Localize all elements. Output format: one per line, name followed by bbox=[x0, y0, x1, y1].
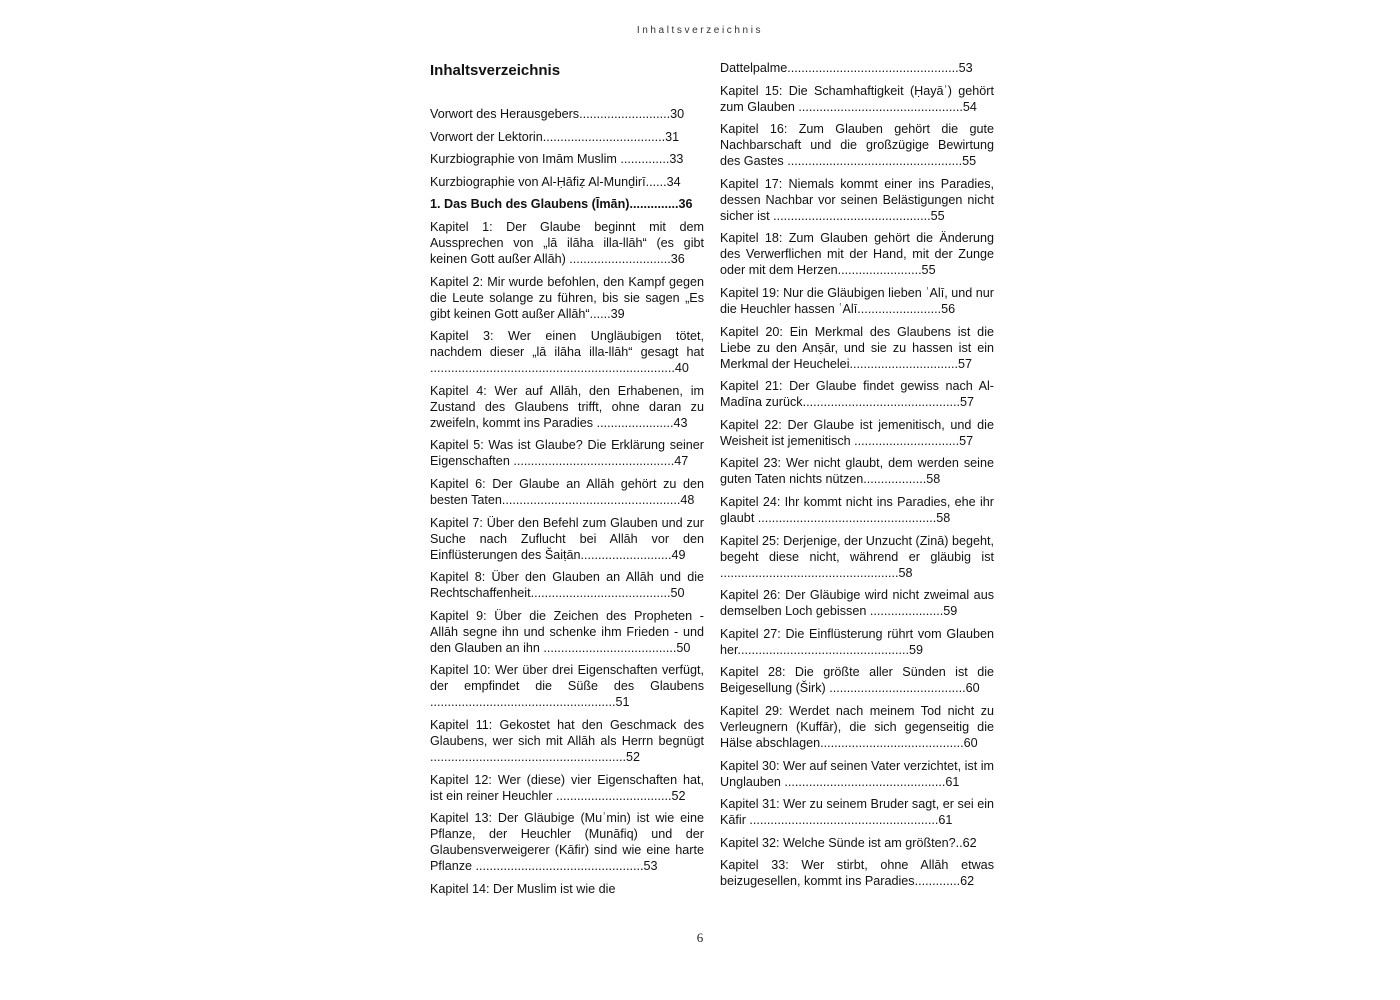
toc-entry: Kapitel 8: Über den Glauben an Allāh und die Rechtschaffenheit........................................50 bbox=[430, 570, 704, 601]
toc-entry: Kapitel 30: Wer auf seinen Vater verzichtet, ist im Unglauben ..............................................61 bbox=[720, 758, 994, 789]
toc-entry: Kapitel 9: Über die Zeichen des Propheten - Allāh segne ihn und schenke ihm Frieden - und den Glauben an ihn ......................................50 bbox=[430, 608, 704, 655]
toc-entry: Kapitel 32: Welche Sünde ist am größten?..62 bbox=[720, 835, 977, 850]
toc-entry: Kapitel 18: Zum Glauben gehört die Änderung des Verwerflichen mit der Hand, mit der Zunge oder mit dem Herzen........................55 bbox=[720, 231, 994, 278]
toc-entry: Kapitel 3: Wer einen Ungläubigen tötet, nachdem dieser „lā ilāha illa-llāh“ gesagt hat ......................................................................40 bbox=[430, 329, 704, 376]
toc-entry: Kurzbiographie von Al-Ḥāfiẓ Al-Munḏirī......34 bbox=[430, 174, 681, 189]
toc-entry: Kapitel 24: Ihr kommt nicht ins Paradies, ehe ihr glaubt ...................................................58 bbox=[720, 494, 994, 525]
toc-entry: Kurzbiographie von Imām Muslim ..............33 bbox=[430, 152, 684, 167]
toc-left-entries bbox=[430, 106, 704, 897]
toc-entry: Kapitel 11: Gekostet hat den Geschmack des Glaubens, wer sich mit Allāh als Herrn begnügt ........................................................52 bbox=[430, 717, 704, 764]
toc-entry: Kapitel 5: Was ist Glaube? Die Erklärung seiner Eigenschaften ..............................................47 bbox=[430, 438, 704, 469]
toc-entry: Kapitel 10: Wer über drei Eigenschaften verfügt, der empfindet die Süße des Glaubens .....................................................51 bbox=[430, 663, 704, 710]
toc-entry: Kapitel 2: Mir wurde befohlen, den Kampf gegen die Leute solange zu führen, bis sie sagen „Es gibt keinen Gott außer Allāh“......39 bbox=[430, 274, 704, 321]
toc-entry: Kapitel 26: Der Gläubige wird nicht zweimal aus demselben Loch gebissen .....................59 bbox=[720, 588, 994, 619]
toc-entry: Kapitel 33: Wer stirbt, ohne Allāh etwas beizugesellen, kommt ins Paradies.............62 bbox=[720, 858, 994, 889]
running-head: Inhaltsverzeichnis bbox=[636, 25, 764, 36]
toc-entry: Kapitel 6: Der Glaube an Allāh gehört zu den besten Taten...................................................48 bbox=[430, 476, 704, 507]
toc-entry: Kapitel 4: Wer auf Allāh, den Erhabenen, im Zustand des Glaubens trifft, ohne daran zu zweifeln, kommt ins Paradies ......................43 bbox=[430, 383, 704, 430]
page-number: 6 bbox=[696, 930, 704, 945]
toc-entry: Kapitel 25: Derjenige, der Unzucht (Zinā) begeht, begeht diese nicht, während er gläubig ist ...................................................58 bbox=[720, 533, 994, 580]
toc-entry: Kapitel 19: Nur die Gläubigen lieben ʿAlī, und nur die Heuchler hassen ʿAlī........................56 bbox=[720, 285, 994, 316]
toc-entry: Kapitel 15: Die Schamhaftigkeit (Ḥayāʾ) gehört zum Glauben ...............................................54 bbox=[720, 83, 994, 114]
toc-entry: Kapitel 21: Der Glaube findet gewiss nach Al-Madīna zurück.............................................57 bbox=[720, 379, 994, 410]
toc-entry: Kapitel 1: Der Glaube beginnt mit dem Aussprechen von „lā ilāha illa-llāh“ (es gibt keinen Gott außer Allāh) .............................36 bbox=[430, 219, 704, 266]
toc-entry: Kapitel 14: Der Muslim ist wie die bbox=[430, 881, 616, 896]
toc-entry: Dattelpalme.................................................53 bbox=[720, 61, 973, 75]
toc-entry: Kapitel 16: Zum Glauben gehört die gute Nachbarschaft und die großzügige Bewirtung des Gastes ..................................................55 bbox=[720, 122, 994, 169]
toc-entry: Kapitel 28: Die größte aller Sünden ist die Beigesellung (Širk) .......................................60 bbox=[720, 665, 994, 696]
toc-entry: Kapitel 22: Der Glaube ist jemenitisch, und die Weisheit ist jemenitisch ..............................57 bbox=[720, 417, 994, 448]
toc-entry: Kapitel 29: Werdet nach meinem Tod nicht zu Verleugnern (Kuffār), die sich gegenseitig die Hälse abschlagen.........................................60 bbox=[720, 703, 994, 750]
toc-entry: Vorwort der Lektorin...................................31 bbox=[430, 129, 680, 144]
toc-entry: Vorwort des Herausgebers..........................30 bbox=[430, 107, 685, 121]
toc-entry: Kapitel 12: Wer (diese) vier Eigenschaften hat, ist ein reiner Heuchler .................................52 bbox=[430, 772, 704, 803]
toc-entry: 1. Das Buch des Glaubens (Īmān)..............36 bbox=[430, 197, 693, 212]
toc-entry: Kapitel 20: Ein Merkmal des Glaubens ist die Liebe zu den Anṣār, und sie zu hassen ist ein Merkmal der Heuchelei...............................57 bbox=[720, 324, 994, 371]
toc-title: Inhaltsverzeichnis bbox=[430, 62, 561, 79]
toc-entry: Kapitel 27: Die Einflüsterung rührt vom Glauben her.................................................59 bbox=[720, 626, 994, 657]
toc-right-entries bbox=[720, 60, 994, 889]
toc-entry: Kapitel 7: Über den Befehl zum Glauben und zur Suche nach Zuflucht bei Allāh vor den Einflüsterungen des Šaiṭān..........................49 bbox=[430, 515, 704, 562]
toc-entry: Kapitel 17: Niemals kommt einer ins Paradies, dessen Nachbar vor seinen Belästigungen nicht sicher ist .............................................55 bbox=[720, 176, 994, 223]
toc-right-column bbox=[720, 60, 994, 896]
toc-left-column bbox=[430, 60, 704, 903]
toc-entry: Kapitel 31: Wer zu seinem Bruder sagt, er sei ein Kāfir ......................................................61 bbox=[720, 797, 994, 828]
toc-entry: Kapitel 23: Wer nicht glaubt, dem werden seine guten Taten nichts nützen..................58 bbox=[720, 456, 994, 487]
toc-entry: Kapitel 13: Der Gläubige (Muʾmin) ist wie eine Pflanze, der Heuchler (Munāfiq) und der Glaubensverweigerer (Kāfir) sind wie eine harte Pflanze ................................................53 bbox=[430, 811, 704, 874]
